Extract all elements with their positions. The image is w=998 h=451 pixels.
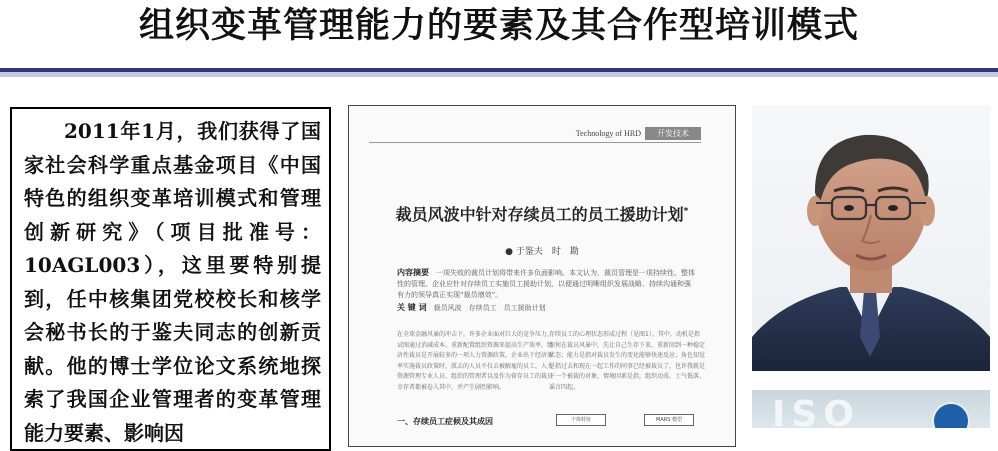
article-column-left: 在全球金融风暴的冲击下，许多企业面对巨大的竞争压力，试图通过消减成本、重新配置组织资源来提高生产效率，经济性裁员是开展较多的一项人力资源政策。企业出于经济效率实施裁员政策时，派去的人员不仅去被解雇的员工，人力资源管理专业人员、组织的管理者以及作为留存员工的裁员幸存者都被卷入其中，并产生剧烈影响。 [397, 331, 554, 391]
article-title [349, 202, 735, 225]
secondary-photo [752, 390, 990, 428]
article-figure [554, 406, 704, 446]
figure-box-right: MARS 模型 [644, 414, 694, 426]
journal-name: Technology of HRD [575, 128, 641, 138]
portrait-photo [752, 105, 990, 371]
keywords-text: 裁员风波 存续员工 员工援助计划 [433, 304, 546, 312]
article-authors: ● 于鉴夫 时 勘 [505, 247, 579, 257]
article-section-heading: 一、存续员工症候及其成因 [397, 417, 493, 426]
column-tag: 开发技术 [645, 127, 701, 140]
abstract-text: 一项失败的裁员计划将带来许多负面影响。本文认为，裁员管理是一项持续性、整体性的管理。企业应针对存续员工实施员工援助计划，以便通过明晰组织发展战略、持续沟通和强有力的领导真正实现“裁员增效”。 [397, 269, 695, 299]
figure-box-left: 个体特征 [556, 414, 606, 426]
globe-logo-icon [932, 402, 970, 428]
body-text: 2011年1月，我们获得了国家社会科学重点基金项目《中国特色的组织变革培训模式和管理创新研究》（项目批准号：10AGL003），这里要特别提到，任中核集团党校校长和核学会秘书长的于鉴夫同志的创新贡献。他的博士学位论文系统地探索了我国企业管理者的变革管理能力要素、影响因 [24, 119, 321, 445]
keywords-label: 关 键 词 [397, 303, 427, 312]
portrait-icon [752, 105, 990, 371]
text-box [10, 107, 331, 451]
header-divider [369, 142, 701, 143]
abstract-label: 内容摘要 [397, 268, 429, 277]
article-title-mark: * [683, 206, 689, 217]
article-title-text: 裁员风波中针对存续员工的员工援助计划 [395, 205, 684, 224]
iso-sign-text: ISO [772, 394, 860, 428]
article-scan [348, 105, 736, 447]
article-header [576, 126, 701, 140]
article-keywords [397, 302, 695, 313]
page-title: 组织变革管理能力的要素及其合作型培训模式 [138, 6, 859, 46]
article-column-right: 存续员工的心理状态形成过程（见图1）。其中，动机是指如何在裁员风暴中，先让自己生存下来，重新回到一种稳定状态；能力是指对裁员发生的变化能够快速反应；角色知觉是指过去和现在一起工作的同事已经被裁员了，也许我就是下一个被裁的对象，情境因素是指，组织动荡、士气低落、谣言四起。 [549, 331, 706, 391]
article-abstract [397, 267, 695, 301]
title-rule-shadow [0, 72, 998, 77]
